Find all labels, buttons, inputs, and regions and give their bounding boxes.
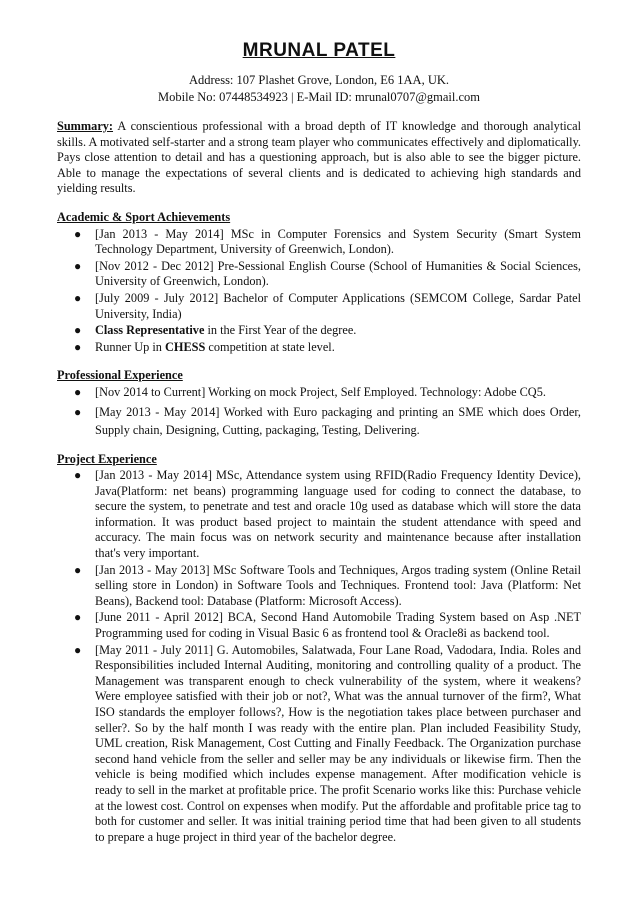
project-section-title: Project Experience — [57, 451, 157, 466]
professional-list — [57, 385, 581, 439]
list-item — [74, 226, 581, 258]
list-item — [74, 258, 581, 290]
list-item-text: [May 2013 - May 2014] Worked with Euro packaging and printing an SME which does Order, Supply chain, Designing, Cutting, packaging, Testing, Delivering. — [95, 404, 581, 437]
summary-label: Summary: — [57, 119, 114, 133]
list-item — [74, 642, 581, 846]
list-item-text: [Jan 2013 - May 2013] MSc Software Tools and Techniques, Argos trading system (Online Retail selling store in London) in Software Tools and Techniques. Frontend tool: Java (Platform: Net Beans), Backend tool: Database (Platform: Microsoft Access). — [95, 562, 581, 608]
bullet-icon: ● — [74, 339, 82, 354]
contact-address: Address: 107 Plashet Grove, London, E6 1AA, UK. — [188, 73, 450, 87]
list-item-bold: Class Representative — [95, 323, 205, 338]
list-item-text: [Jan 2013 - May 2014] MSc, Attendance system using RFID(Radio Frequency Identity Device), Java(Platform: net beans) programming language used for coding to connect the database, to secure the system, to penetrate and test and oracle 10g used as database which will store the data information. It was product based project to maintain the student attendance with speed and accuracy. The main focus was on network security and maintenance because after installation that's very important. — [95, 468, 581, 561]
professional-section-title: Professional Experience — [57, 368, 183, 383]
list-item-text: [Nov 2012 - Dec 2012] Pre-Sessional English Course (School of Humanities & Social Sciences, University of Greenwich, London). — [95, 258, 581, 289]
list-item — [74, 562, 581, 610]
list-item-text: Runner Up in — [95, 339, 166, 354]
project-list — [57, 468, 581, 845]
list-item-text: in the First Year of the degree. — [204, 323, 357, 338]
list-item-text: [Jan 2013 - May 2014] MSc in Computer Forensics and System Security (Smart System Technology Department, University of Greenwich, London). — [95, 226, 581, 257]
resume-page — [57, 40, 581, 846]
bullet-icon: ● — [74, 384, 82, 399]
bullet-icon: ● — [74, 562, 82, 577]
resume-name: MRUNAL PATEL — [242, 40, 396, 61]
list-item — [74, 610, 581, 641]
summary-section — [57, 119, 581, 197]
summary-text: A conscientious professional with a broad depth of IT knowledge and thorough analytical skills. A motivated self-starter and a strong team player who communicates effectively and diplomatically. Pays close attention to detail and has a questioning approach, but is also able to see the bigger picture. Able to manage the expectations of several clients and is dedicated to achieving high standards and yielding results. — [57, 119, 581, 196]
list-item — [74, 468, 581, 562]
list-item-text: [Nov 2014 to Current] Working on mock Project, Self Employed. Technology: Adobe CQ5. — [95, 384, 546, 399]
list-item-bold: CHESS — [165, 339, 206, 354]
list-item-text: competition at state level. — [205, 339, 335, 354]
bullet-icon: ● — [74, 226, 82, 241]
bullet-icon: ● — [74, 404, 82, 419]
bullet-icon: ● — [74, 468, 82, 483]
bullet-icon: ● — [74, 610, 82, 625]
contact-mobile-email: Mobile No: 07448534923 | E-Mail ID: mrunal0707@gmail.com — [158, 90, 480, 104]
bullet-icon: ● — [74, 323, 82, 338]
list-item — [74, 339, 581, 356]
list-item-text: [June 2011 - April 2012] BCA, Second Hand Automobile Trading System based on Asp .NET Programming used for coding in Visual Basic 6 as frontend tool & Oracle8i as backend tool. — [95, 610, 581, 641]
academic-section-title: Academic & Sport Achievements — [57, 209, 231, 224]
list-item-text: [May 2011 - July 2011] G. Automobiles, Salatwada, Four Lane Road, Vadodara, India. Roles and Responsibilities included Internal Auditing, monitoring and controlling quality of a product. The Management was transparent enough to check vulnerability of the system, where it weakens? Were employee satisfied with their job or not?, What was the annual turnover of the firm?, What ISO standards the employer follows?, How is the negotiation takes place between purchaser and seller?. So by the half month I was ready with the entire plan. Plan included Feasibility Study, UML creation, Risk Management, Cost Cutting and Finally Feedback. The Organization purchase second hand vehicle from the seller and seller may be any individuals or likewise firm. Then the vehicle is being modified which includes expense management. After modification vehicle is ready to sell in the market at profitable price. The profit Scenario works like this: Purchase vehicle at the lowest cost. Control on expenses when modify. Put the affordable and profitable price tag to both for customer and seller. It was initial training period time that had been given to all students to prepare a huge project in third year of the bachelor degree. — [95, 642, 581, 844]
list-item-text: [July 2009 - July 2012] Bachelor of Computer Applications (SEMCOM College, Sardar Patel University, India) — [95, 290, 581, 321]
list-item — [74, 290, 581, 322]
list-item — [74, 323, 581, 339]
list-item — [74, 384, 581, 401]
academic-list — [57, 227, 581, 356]
bullet-icon: ● — [74, 258, 82, 273]
bullet-icon: ● — [74, 642, 82, 657]
bullet-icon: ● — [74, 290, 82, 305]
list-item — [74, 403, 581, 439]
